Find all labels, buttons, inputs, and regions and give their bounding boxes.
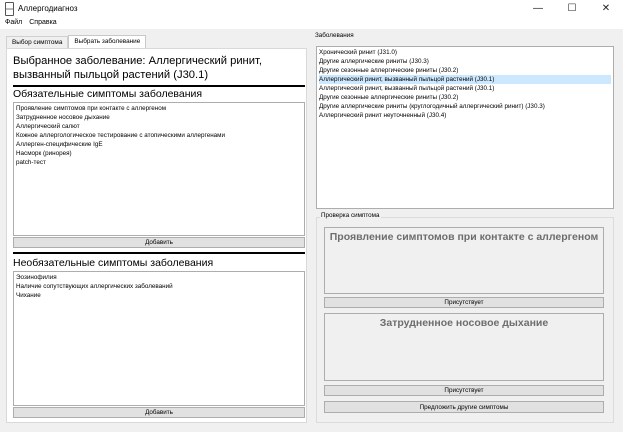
disease-item[interactable]: Другие аллергические риниты (круглогодичный аллергический ринит) (J30.3) bbox=[319, 103, 545, 110]
client-area bbox=[0, 29, 623, 432]
add-optional-button[interactable]: Добавить bbox=[13, 407, 305, 418]
diseases-list[interactable] bbox=[316, 46, 614, 209]
window-controls bbox=[521, 0, 623, 16]
required-symptom-item[interactable]: Аллерген-специфические IgE bbox=[16, 141, 103, 148]
maximize-button[interactable]: ☐ bbox=[567, 2, 577, 14]
required-symptom-item[interactable]: patch-тест bbox=[16, 159, 46, 166]
title-bar[interactable] bbox=[0, 0, 623, 16]
divider bbox=[13, 85, 305, 87]
required-symptom-item[interactable]: Насморк (ринорея) bbox=[16, 150, 72, 157]
tab-select-disease[interactable]: Выбрать заболевание bbox=[68, 35, 146, 48]
window-title: Аллергодиагноз bbox=[18, 3, 78, 13]
disease-item[interactable]: Другие аллергические риниты (J30.3) bbox=[319, 58, 429, 65]
divider bbox=[13, 252, 305, 254]
required-symptom-item[interactable]: Проявление симптомов при контакте с аллергеном bbox=[16, 105, 167, 112]
selected-disease-title: Выбранное заболевание: Аллергический ринит, вызванный пыльцой растений (J30.1) bbox=[13, 55, 262, 81]
present-button-1[interactable]: Присутствует bbox=[324, 297, 604, 308]
required-symptom-item[interactable]: Аллергический салют bbox=[16, 123, 80, 130]
minimize-button[interactable]: — bbox=[533, 2, 543, 14]
disease-tab-pane bbox=[6, 48, 307, 423]
add-required-button[interactable]: Добавить bbox=[13, 237, 305, 248]
optional-symptoms-title: Необязательные симптомы заболевания bbox=[13, 257, 214, 269]
symptom-display-1: Проявление симптомов при контакте с аллергеном bbox=[324, 227, 604, 294]
disease-item[interactable]: Аллергический ринит неуточненный (J30.4) bbox=[319, 112, 447, 119]
symptom-check-label: Проверка симптома bbox=[321, 212, 380, 219]
menu-file[interactable]: Файл bbox=[5, 19, 23, 26]
required-symptom-item[interactable]: Затрудненное носовое дыхание bbox=[16, 114, 110, 121]
optional-symptom-item[interactable]: Наличие сопутствующих аллергических заболеваний bbox=[16, 283, 173, 290]
optional-symptoms-list[interactable] bbox=[13, 271, 305, 406]
suggest-symptoms-button[interactable]: Предложить другие симптомы bbox=[324, 401, 604, 413]
menu-help[interactable]: Справка bbox=[29, 19, 57, 26]
required-symptoms-title: Обязательные симптомы заболевания bbox=[13, 88, 203, 100]
tab-bar bbox=[6, 35, 146, 48]
present-button-2[interactable]: Присутствует bbox=[324, 385, 604, 396]
disease-item[interactable]: Аллергический ринит, вызванный пыльцой растений (J30.1) bbox=[319, 75, 611, 84]
required-symptom-item[interactable]: Кожное аллергологическое тестирование с атопическими аллергенами bbox=[16, 132, 226, 139]
menu-bar bbox=[0, 16, 623, 29]
hourglass-icon bbox=[4, 2, 13, 14]
disease-item[interactable]: Хронический ринит (J31.0) bbox=[319, 49, 397, 56]
symptom-display-2: Затрудненное носовое дыхание bbox=[324, 313, 604, 381]
optional-symptom-item[interactable]: Чихание bbox=[16, 292, 41, 299]
disease-item[interactable]: Аллергический ринит, вызванный пыльцой растений (J30.1) bbox=[319, 85, 495, 92]
diseases-label: Заболевания bbox=[315, 32, 354, 39]
disease-item[interactable]: Другие сезонные аллергические риниты (J30.2) bbox=[319, 94, 459, 101]
close-button[interactable]: ✕ bbox=[601, 2, 611, 14]
tab-select-symptom[interactable]: Выбор симптома bbox=[6, 36, 68, 48]
disease-item[interactable]: Другие сезонные аллергические риниты (J30.2) bbox=[319, 67, 459, 74]
required-symptoms-list[interactable] bbox=[13, 102, 305, 236]
optional-symptom-item[interactable]: Эозинофилия bbox=[16, 274, 57, 281]
